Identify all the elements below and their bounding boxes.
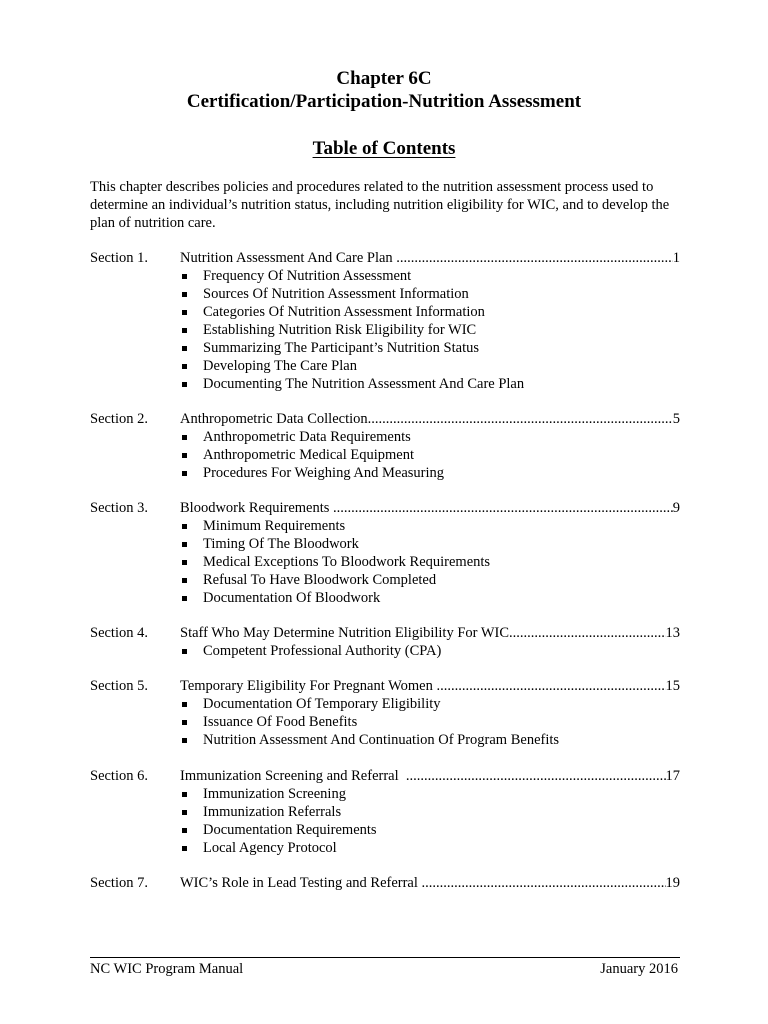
list-item: Minimum Requirements <box>90 517 680 535</box>
leader-dots <box>406 767 666 785</box>
square-bullet-icon <box>182 471 187 476</box>
toc-section-row[interactable] <box>90 767 680 785</box>
toc-section-row[interactable] <box>90 249 680 267</box>
square-bullet-icon <box>182 720 187 725</box>
list-item: Immunization Screening <box>90 785 680 803</box>
section-title: Nutrition Assessment And Care Plan <box>180 250 397 266</box>
list-item: Immunization Referrals <box>90 803 680 821</box>
list-item: Documentation Of Temporary Eligibility <box>90 695 680 713</box>
footer-divider <box>90 957 680 958</box>
list-item: Categories Of Nutrition Assessment Information <box>90 303 680 321</box>
toc-section-6 <box>90 767 680 857</box>
square-bullet-icon <box>182 364 187 369</box>
section-page-number: 13 <box>665 625 680 641</box>
toc-section-row[interactable] <box>90 677 680 695</box>
section-number: Section 5. <box>90 678 148 694</box>
square-bullet-icon <box>182 702 187 707</box>
list-item: Sources Of Nutrition Assessment Information <box>90 285 680 303</box>
square-bullet-icon <box>182 792 187 797</box>
square-bullet-icon <box>182 649 187 654</box>
list-item: Local Agency Protocol <box>90 839 680 857</box>
section-title: Temporary Eligibility For Pregnant Women <box>180 678 437 694</box>
leader-dots <box>333 499 673 517</box>
toc-section-3 <box>90 499 680 607</box>
section-title: Immunization Screening and Referral <box>180 768 406 784</box>
list-item: Developing The Care Plan <box>90 357 680 375</box>
square-bullet-icon <box>182 542 187 547</box>
section-page-number: 15 <box>665 678 680 694</box>
square-bullet-icon <box>182 346 187 351</box>
square-bullet-icon <box>182 328 187 333</box>
section-subtopics <box>90 695 680 749</box>
square-bullet-icon <box>182 846 187 851</box>
list-item: Documentation Requirements <box>90 821 680 839</box>
section-title: Anthropometric Data Collection <box>180 411 368 427</box>
list-item: Anthropometric Medical Equipment <box>90 446 680 464</box>
leader-dots <box>422 874 666 892</box>
chapter-subtitle: Certification/Participation-Nutrition Assessment <box>186 91 582 112</box>
list-item: Issuance Of Food Benefits <box>90 713 680 731</box>
section-number: Section 2. <box>90 411 148 427</box>
square-bullet-icon <box>182 524 187 529</box>
square-bullet-icon <box>182 292 187 297</box>
square-bullet-icon <box>182 596 187 601</box>
toc-section-row[interactable] <box>90 624 680 642</box>
section-number: Section 7. <box>90 875 148 891</box>
section-number: Section 6. <box>90 768 148 784</box>
section-subtopics <box>90 517 680 607</box>
leader-dots <box>509 624 665 642</box>
intro-paragraph: This chapter describes policies and procedures related to the nutrition assessment process used to determine an individual’s nutrition status, including nutrition eligibility for WIC, and to develop the plan of nutrition care. <box>90 179 670 231</box>
toc-section-2 <box>90 410 680 482</box>
square-bullet-icon <box>182 274 187 279</box>
square-bullet-icon <box>182 828 187 833</box>
list-item: Frequency Of Nutrition Assessment <box>90 267 680 285</box>
section-number: Section 1. <box>90 250 148 266</box>
square-bullet-icon <box>182 810 187 815</box>
square-bullet-icon <box>182 382 187 387</box>
leader-dots <box>368 410 673 428</box>
section-page-number: 19 <box>665 875 680 891</box>
list-item: Establishing Nutrition Risk Eligibility for WIC <box>90 321 680 339</box>
square-bullet-icon <box>182 738 187 743</box>
toc-section-row[interactable] <box>90 874 680 892</box>
list-item: Refusal To Have Bloodwork Completed <box>90 571 680 589</box>
leader-dots <box>437 677 666 695</box>
list-item: Anthropometric Data Requirements <box>90 428 680 446</box>
list-item: Documentation Of Bloodwork <box>90 589 680 607</box>
section-title: Bloodwork Requirements <box>180 500 334 516</box>
list-item: Nutrition Assessment And Continuation Of Program Benefits <box>90 731 680 749</box>
toc-heading: Table of Contents <box>312 138 456 159</box>
toc-section-5 <box>90 677 680 749</box>
section-title: Staff Who May Determine Nutrition Eligibility For WIC <box>180 625 510 641</box>
section-page-number: 9 <box>672 500 680 516</box>
square-bullet-icon <box>182 560 187 565</box>
section-title: WIC’s Role in Lead Testing and Referral <box>180 875 422 891</box>
footer-date: January 2016 <box>600 961 678 977</box>
chapter-title: Chapter 6C <box>336 68 432 89</box>
square-bullet-icon <box>182 435 187 440</box>
section-subtopics <box>90 785 680 857</box>
section-number: Section 4. <box>90 625 148 641</box>
list-item: Documenting The Nutrition Assessment And Care Plan <box>90 375 680 393</box>
toc-section-7 <box>90 874 680 892</box>
list-item: Procedures For Weighing And Measuring <box>90 464 680 482</box>
list-item: Medical Exceptions To Bloodwork Requirements <box>90 553 680 571</box>
toc-section-row[interactable] <box>90 499 680 517</box>
section-page-number: 5 <box>672 411 680 427</box>
list-item: Competent Professional Authority (CPA) <box>90 642 680 660</box>
section-subtopics <box>90 642 680 660</box>
footer-manual-name: NC WIC Program Manual <box>90 961 244 977</box>
section-subtopics <box>90 428 680 482</box>
toc-section-4 <box>90 624 680 660</box>
square-bullet-icon <box>182 453 187 458</box>
toc-section-row[interactable] <box>90 410 680 428</box>
square-bullet-icon <box>182 310 187 315</box>
section-number: Section 3. <box>90 500 148 516</box>
list-item: Timing Of The Bloodwork <box>90 535 680 553</box>
toc-section-1 <box>90 249 680 393</box>
list-item: Summarizing The Participant’s Nutrition Status <box>90 339 680 357</box>
section-page-number: 17 <box>665 768 680 784</box>
square-bullet-icon <box>182 578 187 583</box>
section-subtopics <box>90 267 680 393</box>
section-page-number: 1 <box>672 250 680 266</box>
leader-dots <box>396 249 672 267</box>
